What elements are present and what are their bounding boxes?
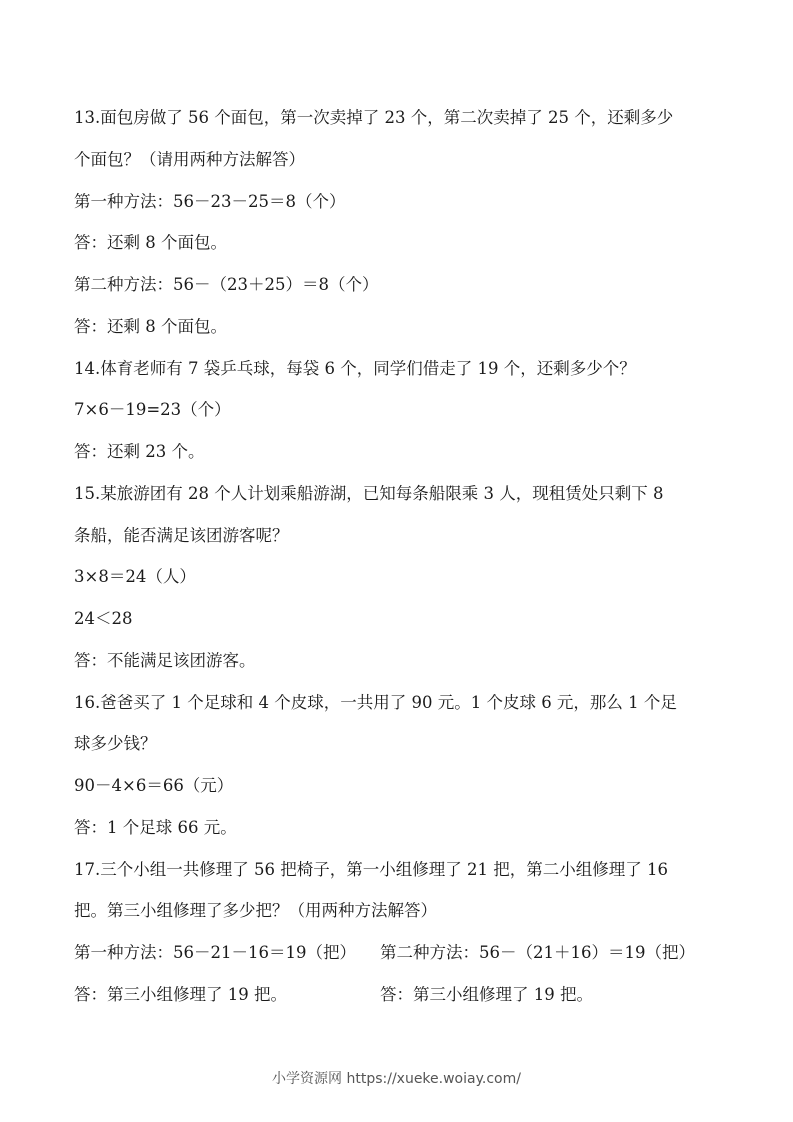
q16-answer: 答：1 个足球 66 元。 bbox=[74, 817, 237, 837]
q17-line2: 把。第三小组修理了多少把？（用两种方法解答） bbox=[74, 901, 437, 921]
q17-answer2: 答：第三小组修理了 19 把。 bbox=[380, 984, 593, 1004]
q14-equation: 7×6－19=23（个） bbox=[74, 400, 231, 420]
q17-method1: 第一种方法：56－21－16＝19（把） bbox=[74, 943, 356, 962]
q17-answer1: 答：第三小组修理了 19 把。 bbox=[74, 984, 287, 1004]
q15-equation: 3×8＝24（人） bbox=[74, 567, 196, 587]
q15-line1: 15.某旅游团有 28 个人计划乘船游湖，已知每条船限乘 3 人，现租赁处只剩下 8 bbox=[74, 483, 664, 503]
q17-line1: 17.三个小组一共修理了 56 把椅子，第一小组修理了 21 把，第二小组修理了 16 bbox=[74, 859, 668, 879]
q13-line1: 13.面包房做了 56 个面包，第一次卖掉了 23 个，第二次卖掉了 25 个，还剩多少 bbox=[74, 108, 674, 127]
q17-answers-row bbox=[74, 974, 734, 1016]
q17-methods-row bbox=[74, 932, 734, 974]
q17-method2: 第二种方法：56－（21＋16）＝19（把） bbox=[380, 943, 695, 962]
q15-answer: 答：不能满足该团游客。 bbox=[74, 650, 256, 670]
q13-method2: 第二种方法：56－（23＋25）＝8（个） bbox=[74, 275, 379, 294]
q14-answer: 答：还剩 23 个。 bbox=[74, 442, 205, 461]
q13-line2: 个面包？（请用两种方法解答） bbox=[74, 149, 305, 169]
q16-line1: 16.爸爸买了 1 个足球和 4 个皮球，一共用了 90 元。1 个皮球 6 元，那么 1 个足 bbox=[74, 692, 677, 712]
q16-equation: 90－4×6＝66（元） bbox=[74, 776, 234, 795]
q13-method1: 第一种方法：56－23－25＝8（个） bbox=[74, 191, 346, 211]
q14-question: 14.体育老师有 7 袋乒乓球，每袋 6 个，同学们借走了 19 个，还剩多少个？ bbox=[74, 358, 636, 378]
q15-comparison: 24＜28 bbox=[74, 609, 133, 628]
footer-watermark: 小学资源网 https://xueke.woiay.com/ bbox=[272, 1071, 521, 1087]
q15-line2: 条船，能否满足该团游客呢？ bbox=[74, 525, 289, 545]
q13-answer1: 答：还剩 8 个面包。 bbox=[74, 233, 227, 253]
document-body bbox=[74, 97, 734, 1016]
q16-line2: 球多少钱？ bbox=[74, 734, 157, 754]
q13-answer2: 答：还剩 8 个面包。 bbox=[74, 316, 227, 336]
